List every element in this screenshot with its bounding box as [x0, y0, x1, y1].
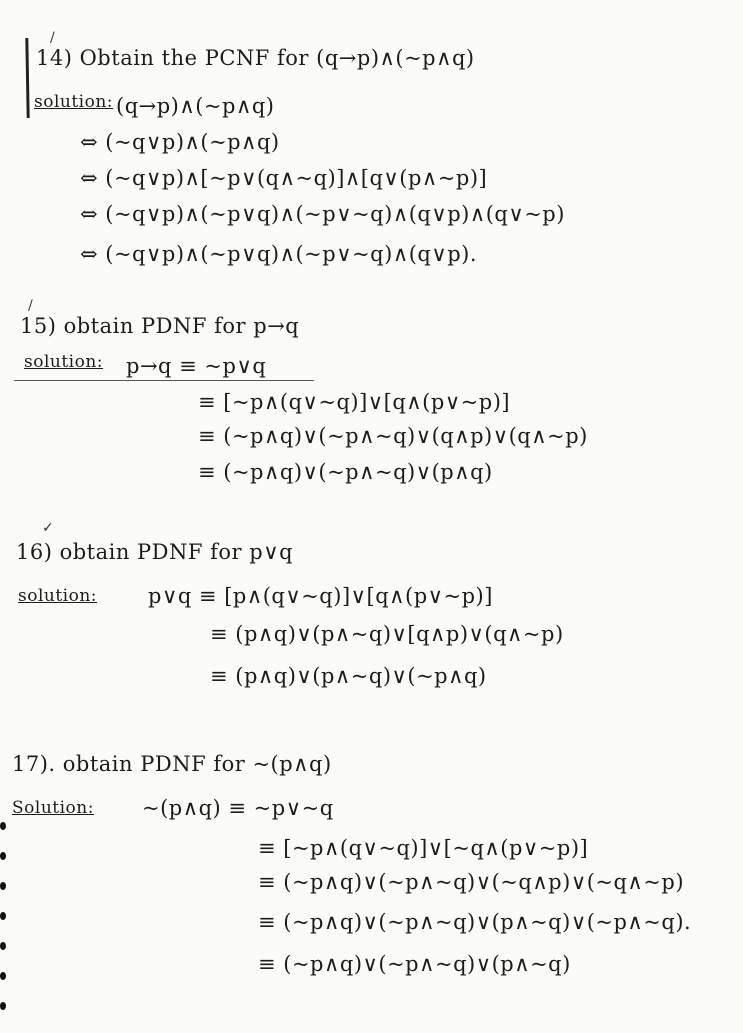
problem-14-solution-label: solution:: [34, 92, 114, 112]
binding-hole: [0, 822, 6, 830]
binding-hole: [0, 912, 6, 920]
problem-15-heading: 15) obtain PDNF for p→q: [20, 314, 300, 338]
problem-14-step-5: ⇔ (~q∨p)∧(~p∨q)∧(~p∨~q)∧(q∨p).: [80, 242, 478, 266]
problem-16-step-3: ≡ (p∧q)∨(p∧~q)∨(~p∧q): [210, 664, 487, 688]
problem-14-step-2: ⇔ (~q∨p)∧(~p∧q): [80, 130, 280, 154]
problem-17-step-1: ~(p∧q) ≡ ~p∨~q: [142, 796, 334, 820]
problem-17-solution-label: Solution:: [12, 798, 94, 818]
binding-hole: [0, 1002, 6, 1010]
binding-hole: [0, 852, 6, 860]
problem-17-step-2: ≡ [~p∧(q∨~q)]∨[~q∧(p∨~p)]: [258, 836, 589, 860]
problem-15-step-1: p→q ≡ ~p∨q: [126, 354, 267, 378]
problem-17-step-3: ≡ (~p∧q)∨(~p∧~q)∨(~q∧p)∨(~q∧~p): [258, 870, 685, 894]
problem-14-heading: 14) Obtain the PCNF for (q→p)∧(~p∧q): [36, 46, 475, 70]
problem-17-step-4: ≡ (~p∧q)∨(~p∧~q)∨(p∧~q)∨(~p∧~q).: [258, 910, 692, 934]
margin-line: [25, 38, 29, 118]
problem-15-step-4: ≡ (~p∧q)∨(~p∧~q)∨(p∧q): [198, 460, 493, 484]
problem-14-step-4: ⇔ (~q∨p)∧(~p∨q)∧(~p∨~q)∧(q∨p)∧(q∨~p): [80, 202, 565, 226]
binding-hole: [0, 942, 6, 950]
problem-17-heading: 17). obtain PDNF for ~(p∧q): [12, 752, 332, 776]
tick-mark: ✓: [42, 520, 54, 536]
binding-hole: [0, 882, 6, 890]
problem-17-step-5: ≡ (~p∧q)∨(~p∧~q)∨(p∧~q): [258, 952, 571, 976]
problem-15-solution-label: solution:: [24, 352, 104, 372]
problem-14-step-1: (q→p)∧(~p∧q): [116, 94, 275, 118]
tick-mark: /: [50, 30, 55, 46]
problem-15-step-3: ≡ (~p∧q)∨(~p∧~q)∨(q∧p)∨(q∧~p): [198, 424, 588, 448]
binding-hole: [0, 972, 6, 980]
divider-line: [14, 380, 314, 381]
problem-16-solution-label: solution:: [18, 586, 98, 606]
problem-15-step-2: ≡ [~p∧(q∨~q)]∨[q∧(p∨~p)]: [198, 390, 511, 414]
problem-14-step-3: ⇔ (~q∨p)∧[~p∨(q∧~q)]∧[q∨(p∧~p)]: [80, 166, 488, 190]
problem-16-step-2: ≡ (p∧q)∨(p∧~q)∨[q∧p)∨(q∧~p): [210, 622, 564, 646]
problem-16-heading: 16) obtain PDNF for p∨q: [16, 540, 294, 564]
tick-mark: /: [28, 298, 33, 314]
problem-16-step-1: p∨q ≡ [p∧(q∨~q)]∨[q∧(p∨~p)]: [148, 584, 493, 608]
